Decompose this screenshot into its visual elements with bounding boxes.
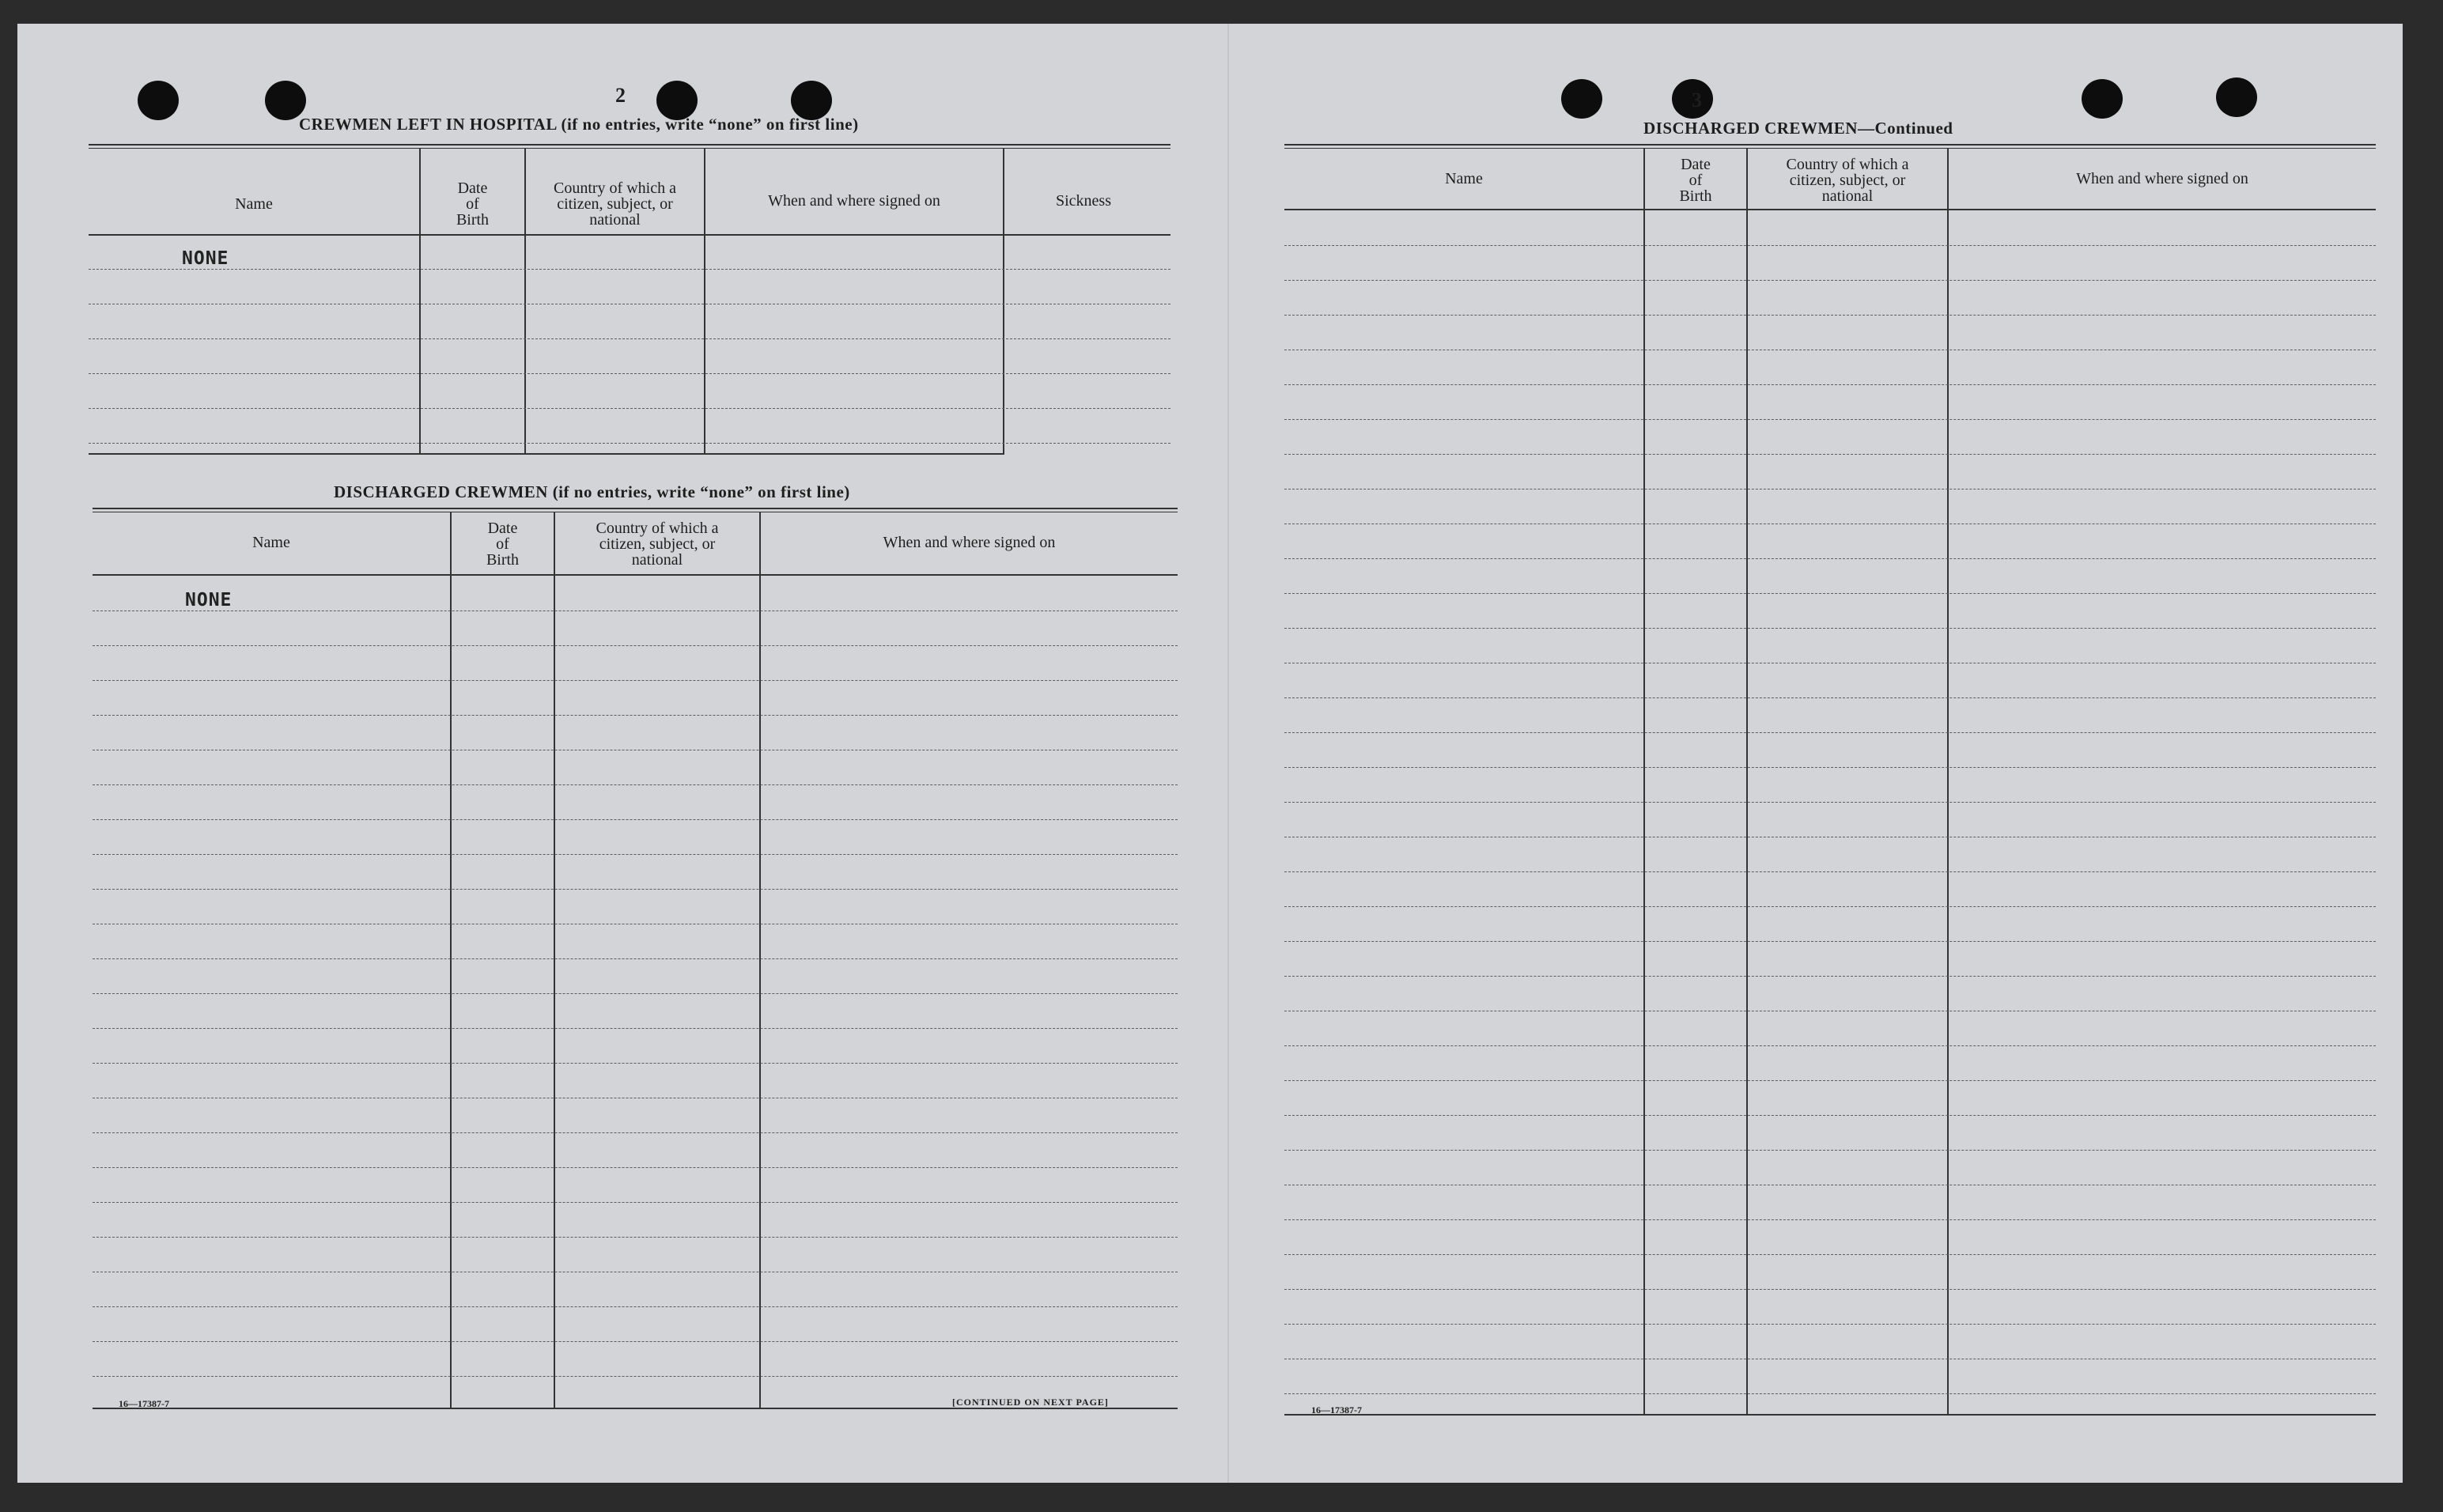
- ruled-line: [1284, 1393, 2376, 1394]
- ruled-line: [1284, 1289, 2376, 1290]
- ruled-line: [93, 993, 1178, 994]
- form-number: 16—17387-7: [1311, 1404, 1362, 1416]
- ruled-line: [1284, 1080, 2376, 1081]
- column-header-sickness: Sickness: [1056, 192, 1111, 210]
- column-header-signed-on: When and where signed on: [883, 534, 1056, 551]
- ruled-line: [93, 1132, 1178, 1133]
- ruled-line: [93, 854, 1178, 855]
- ruled-line: [93, 1202, 1178, 1203]
- column-header-signed-on: When and where signed on: [768, 192, 940, 210]
- column-header-date-of-birth: Date of Birth: [486, 520, 520, 569]
- ruled-line: [1284, 280, 2376, 281]
- ruled-line: [93, 680, 1178, 681]
- hospital-instruction: (if no entries, write “none” on first line): [561, 115, 859, 134]
- column-header-name: Name: [252, 534, 290, 551]
- ruled-line: [93, 1167, 1178, 1168]
- ruled-line: [89, 443, 1170, 444]
- ruled-line: [1284, 732, 2376, 733]
- ruled-line: [93, 1237, 1178, 1238]
- ruled-line: [1284, 593, 2376, 594]
- page-number: 2: [615, 84, 626, 107]
- ruled-line: [1284, 1150, 2376, 1151]
- discharged-instruction: (if no entries, write “none” on first line): [552, 482, 850, 501]
- punch-hole: [2216, 77, 2257, 117]
- hospital-table: [89, 144, 1170, 455]
- ruled-line: [93, 645, 1178, 646]
- ruled-line: [1284, 558, 2376, 559]
- column-header-country: Country of which a citizen, subject, or national: [1786, 156, 1909, 205]
- column-header-signed-on: When and where signed on: [2076, 170, 2248, 187]
- left-page: [17, 24, 1227, 1483]
- ruled-line: [89, 373, 1170, 374]
- column-header-name: Name: [235, 195, 273, 213]
- ruled-line: [89, 408, 1170, 409]
- hospital-section-heading: [299, 115, 859, 134]
- punch-hole: [138, 81, 179, 120]
- ruled-line: [1284, 454, 2376, 455]
- ruled-line: [1284, 315, 2376, 316]
- ruled-line: [1284, 802, 2376, 803]
- ruled-line: [1284, 976, 2376, 977]
- ruled-line: [1284, 906, 2376, 907]
- ruled-line: [1284, 767, 2376, 768]
- ruled-line: [1284, 1115, 2376, 1116]
- discharged-entry-none: NONE: [185, 590, 233, 610]
- column-header-date-of-birth: Date of Birth: [1679, 156, 1712, 205]
- column-header-name: Name: [1445, 170, 1483, 187]
- ruled-line: [89, 338, 1170, 339]
- ruled-line: [93, 715, 1178, 716]
- page-number: 3: [1692, 89, 1702, 112]
- ruled-line: [1284, 384, 2376, 385]
- scanned-document: [17, 24, 2403, 1483]
- continued-suffix: —Continued: [1857, 119, 1953, 138]
- ruled-line: [1284, 419, 2376, 420]
- ruled-line: [93, 1376, 1178, 1377]
- continued-note: [CONTINUED ON NEXT PAGE]: [952, 1397, 1109, 1408]
- discharged-heading-text: DISCHARGED CREWMEN: [1643, 119, 1858, 138]
- discharged-crewmen-table: [93, 508, 1178, 1409]
- punch-hole: [2082, 79, 2123, 119]
- ruled-line: [93, 1028, 1178, 1029]
- ruled-line: [1284, 941, 2376, 942]
- ruled-line: [1284, 628, 2376, 629]
- punch-hole: [1561, 79, 1602, 119]
- discharged-heading-text: DISCHARGED CREWMEN: [334, 482, 548, 501]
- ruled-line: [93, 1063, 1178, 1064]
- right-page: [1227, 24, 2403, 1483]
- ruled-line: [1284, 871, 2376, 872]
- ruled-line: [93, 819, 1178, 820]
- column-header-country: Country of which a citizen, subject, or national: [554, 180, 676, 229]
- discharged-continued-heading: [1643, 119, 1953, 138]
- form-number: 16—17387-7: [119, 1398, 169, 1409]
- ruled-line: [1284, 1219, 2376, 1220]
- ruled-line: [93, 1341, 1178, 1342]
- ruled-line: [1284, 1254, 2376, 1255]
- ruled-line: [93, 958, 1178, 959]
- ruled-line: [93, 610, 1178, 611]
- column-header-date-of-birth: Date of Birth: [456, 180, 490, 229]
- ruled-line: [93, 1306, 1178, 1307]
- column-header-country: Country of which a citizen, subject, or national: [596, 520, 719, 569]
- discharged-section-heading: [334, 482, 850, 502]
- ruled-line: [89, 269, 1170, 270]
- ruled-line: [93, 889, 1178, 890]
- hospital-heading-text: CREWMEN LEFT IN HOSPITAL: [299, 115, 557, 134]
- ruled-line: [1284, 245, 2376, 246]
- ruled-line: [1284, 697, 2376, 698]
- hospital-entry-none: NONE: [182, 248, 229, 269]
- ruled-line: [1284, 1324, 2376, 1325]
- discharged-continued-table: [1284, 144, 2376, 1416]
- ruled-line: [1284, 489, 2376, 490]
- ruled-line: [1284, 1045, 2376, 1046]
- ruled-line: [93, 784, 1178, 785]
